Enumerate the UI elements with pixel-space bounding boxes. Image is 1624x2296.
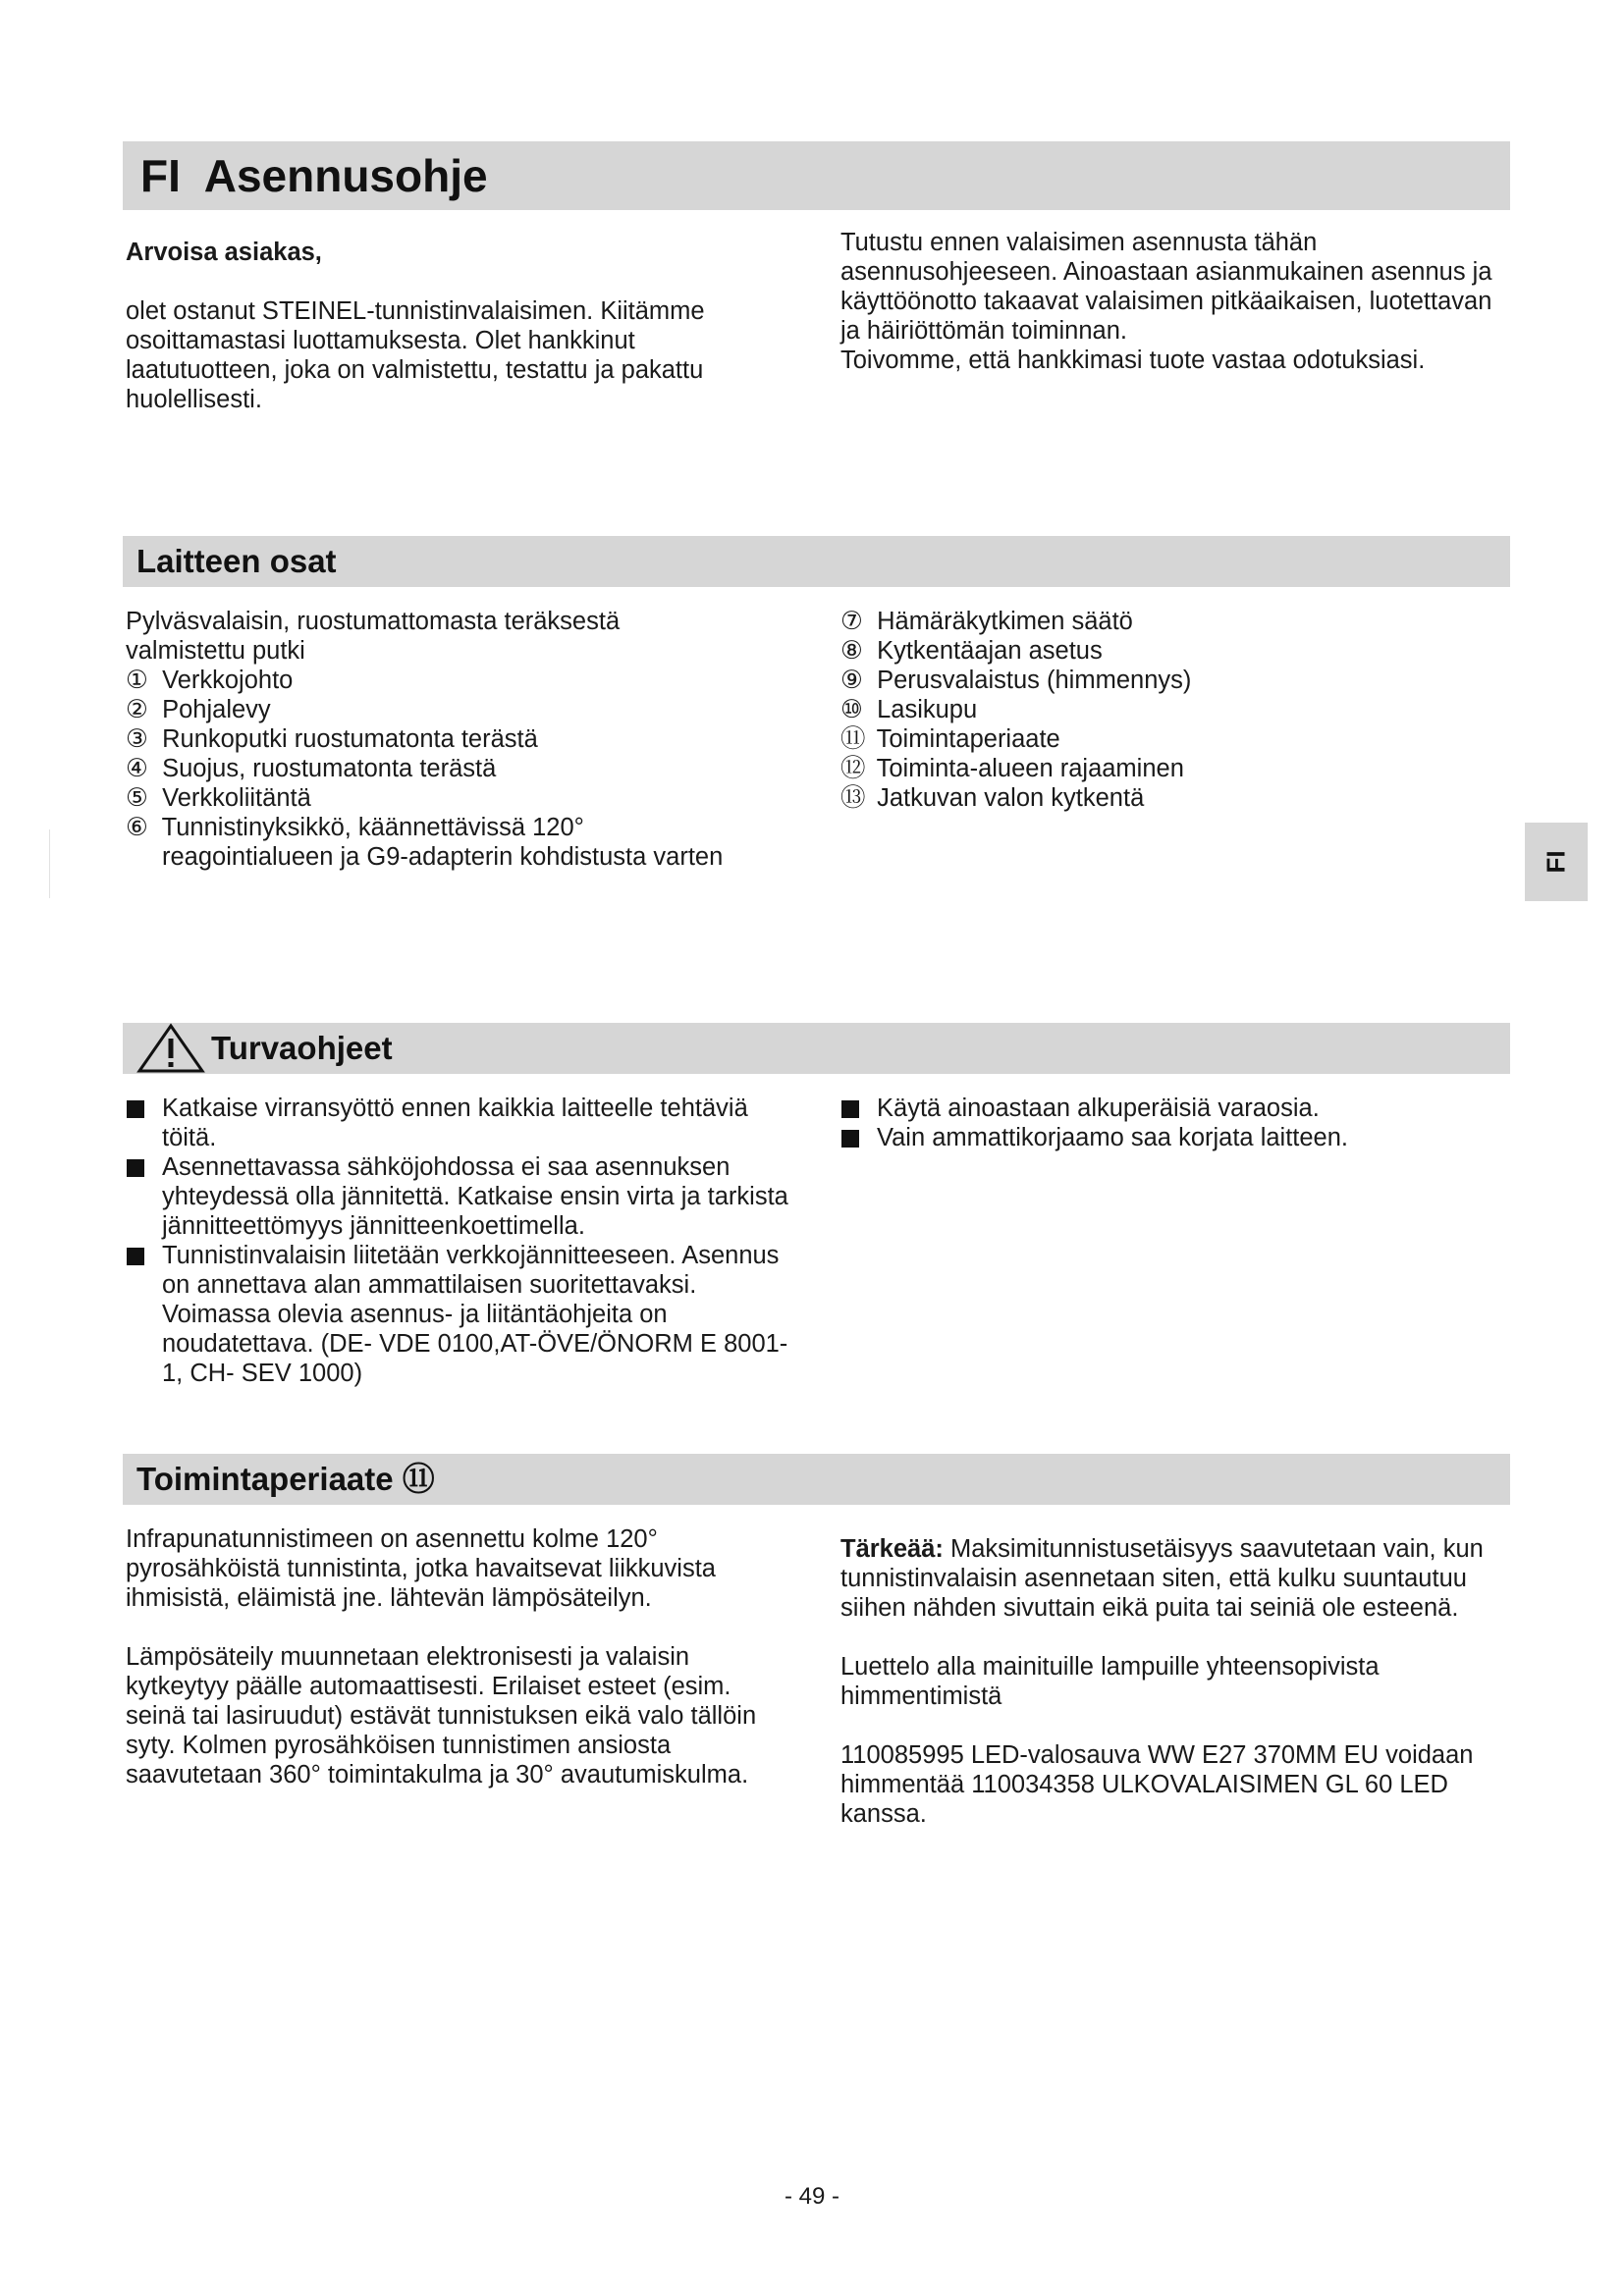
part-number-icon: ⑦: [840, 608, 863, 635]
function-right-p3: 110085995 LED-valosauva WW E27 370MM EU voidaan himmentää 110034358 ULKOVALAISIMEN GL 60 LED kanssa.: [840, 1741, 1474, 1828]
warning-triangle-icon: [136, 1023, 205, 1074]
part-label: Tunnistinyksikkö, käännettävissä 120°: [161, 814, 584, 841]
parts-right-list: [840, 607, 1518, 813]
part-number-icon: ⑧: [840, 637, 863, 665]
list-item: Vain ammattikorjaamo saa korjata laitteen.: [840, 1123, 1518, 1152]
function-right-p2: Luettelo alla mainituille lampuille yhteensopivista himmentimistä: [840, 1653, 1380, 1710]
parts-item: [840, 724, 1518, 754]
part-number-icon: ④: [126, 755, 148, 782]
section-heading-function: [123, 1454, 1510, 1505]
section-heading-parts: [123, 536, 1510, 587]
part-label: Verkkojohto: [162, 667, 294, 694]
language-side-tab-label: FI: [1541, 850, 1571, 874]
part-number-icon: ⑥: [126, 814, 148, 841]
intro-left: [126, 238, 813, 414]
parts-item: [126, 754, 813, 783]
part-label: Runkoputki ruostumatonta terästä: [162, 725, 538, 753]
safety-left-list: [126, 1094, 793, 1388]
part-number-icon: ⑬: [840, 784, 866, 812]
parts-item: [126, 813, 813, 842]
part-label: Jatkuvan valon kytkentä: [877, 784, 1145, 812]
part-number-icon: ⑫: [840, 755, 866, 782]
part-label: Pohjalevy: [162, 696, 271, 723]
important-text: Maksimitunnistusetäisyys saavutetaan vain, kun tunnistinvalaisin asennetaan siten, että kulku suuntautuu siihen nähden sivuttain eikä puita tai seiniä ole esteenä.: [840, 1535, 1484, 1622]
parts-intro: Pylväsvalaisin, ruostumattomasta teräksestä valmistettu putki: [126, 608, 621, 665]
part-number-icon: ⑩: [840, 696, 863, 723]
part-number-icon: ⑨: [840, 667, 863, 694]
page-title: [123, 141, 1510, 210]
list-item: Asennettavassa sähköjohdossa ei saa asennuksen yhteydessä olla jännitettä. Katkaise ensin virta ja tarkista jännitteettömyys jännitteenkoettimella.: [126, 1152, 793, 1241]
important-note: [840, 1534, 1508, 1623]
intro-left-text: olet ostanut STEINEL-tunnistinvalaisimen. Kiitämme osoittamastasi luottamuksesta. Olet hankkinut laatutuotteen, joka on valmistettu, testattu ja pakattu huolellisesti.: [126, 297, 705, 413]
parts-item: [126, 783, 813, 813]
part-label: Hämäräkytkimen säätö: [877, 608, 1133, 635]
intro-right: [840, 228, 1518, 375]
part-number-icon: ①: [126, 667, 148, 694]
safety-left: [126, 1094, 813, 1388]
list-item: Käytä ainoastaan alkuperäisiä varaosia.: [840, 1094, 1518, 1123]
section-heading-safety: [123, 1023, 1510, 1074]
parts-heading: Laitteen osat: [136, 543, 337, 579]
parts-item: [840, 636, 1518, 666]
function-heading: Toimintaperiaate ⑪: [136, 1461, 435, 1497]
part-label: Lasikupu: [877, 696, 978, 723]
part-label: Toiminta-alueen rajaaminen: [876, 755, 1184, 782]
page-number: - 49 -: [784, 2183, 839, 2210]
safety-right: [840, 1094, 1518, 1152]
safety-right-list: [840, 1094, 1518, 1152]
margin-line: [49, 829, 50, 898]
safety-heading: Turvaohjeet: [211, 1030, 393, 1066]
list-item: Katkaise virransyöttö ennen kaikkia laitteelle tehtäviä töitä.: [126, 1094, 793, 1152]
parts-item: [840, 666, 1518, 695]
part-label: Toimintaperiaate: [876, 725, 1060, 753]
function-left-p2: Lämpösäteily muunnetaan elektronisesti ja valaisin kytkeytyy päälle automaattisesti. Erilaiset esteet (esim. seinä tai lasiruudut) estävät tunnistuksen eikä valo tällöin syty. Kolmen pyrosähköisen tunnistimen ansiosta saavutetaan 360° toimintakulma ja 30° avautumiskulma.: [126, 1643, 757, 1789]
part-label: Suojus, ruostumatonta terästä: [162, 755, 497, 782]
part-label: Kytkentäajan asetus: [877, 637, 1103, 665]
language-side-tab: [1525, 823, 1588, 901]
part-label: Verkkoliitäntä: [162, 784, 311, 812]
parts-item: [840, 754, 1518, 783]
part-number-icon: ②: [126, 696, 148, 723]
parts-left-list: [126, 666, 813, 872]
part-label: Perusvalaistus (himmennys): [877, 667, 1192, 694]
part-label-continuation: reagointialueen ja G9-adapterin kohdistusta varten: [162, 843, 724, 871]
parts-item: [840, 695, 1518, 724]
parts-item: [840, 783, 1518, 813]
parts-item: [840, 607, 1518, 636]
part-number-icon: ③: [126, 725, 148, 753]
greeting: Arvoisa asiakas,: [126, 239, 322, 266]
part-number-icon: ⑪: [840, 725, 866, 753]
intro-right-text-2: Toivomme, että hankkimasi tuote vastaa odotuksiasi.: [840, 347, 1426, 374]
parts-item: [126, 724, 813, 754]
part-number-icon: ⑤: [126, 784, 148, 812]
function-left-p1: Infrapunatunnistimeen on asennettu kolme 120° pyrosähköistä tunnistinta, jotka havaitsevat liikkuvista ihmisistä, eläimistä jne. lähtevän lämpösäteilyn.: [126, 1525, 716, 1612]
intro-right-text-1: Tutustu ennen valaisimen asennusta tähän asennusohjeeseen. Ainoastaan asianmukainen asennus ja käyttöönotto takaavat valaisimen pitkäaikaisen, luotettavan ja häiriöttömän toiminnan.: [840, 229, 1492, 345]
function-right: [840, 1534, 1518, 1829]
parts-item: [126, 695, 813, 724]
parts-left: [126, 607, 813, 872]
list-item: Tunnistinvalaisin liitetään verkkojännitteeseen. Asennus on annettava alan ammattilaisen suoritettavaksi. Voimassa olevia asennus- ja liitäntäohjeita on noudatettava. (DE- VDE 0100,AT-ÖVE/ÖNORM E 8001-1, CH- SEV 1000): [126, 1241, 793, 1388]
important-label: Tärkeää:: [840, 1535, 944, 1563]
parts-item: [126, 666, 813, 695]
function-left: [126, 1524, 813, 1789]
page-title-text: FI Asennusohje: [140, 150, 488, 201]
